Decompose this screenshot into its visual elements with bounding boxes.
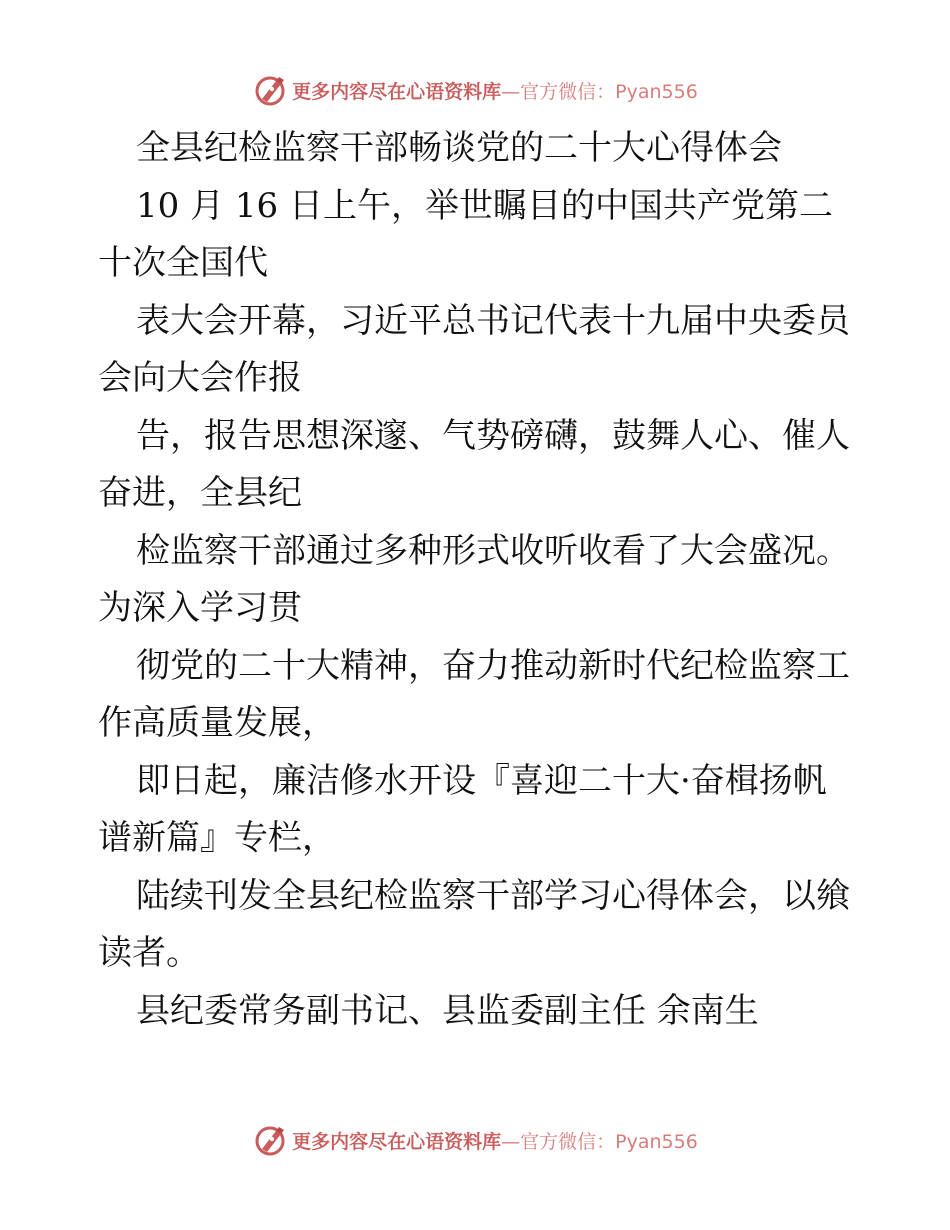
watermark-text (292, 1127, 698, 1154)
paragraph-line: 陆续刊发全县纪检监察干部学习心得体会，以飨 (136, 875, 850, 916)
author-line: 县纪委常务副书记、县监委副主任 余南生 (136, 990, 759, 1031)
document-body (98, 120, 858, 1040)
watermark-right-text: 官方微信：Pyan556 (520, 1130, 698, 1153)
watermark-left-text: 更多内容尽在心语资料库 (292, 80, 502, 103)
footer-watermark (0, 1120, 950, 1160)
paragraph-line: 奋进，全县纪 (98, 473, 302, 513)
paragraph-line: 作高质量发展， (98, 703, 336, 743)
watermark-left-text: 更多内容尽在心语资料库 (292, 1130, 502, 1153)
paragraph-line: 10 月 16 日上午，举世瞩目的中国共产党第二 (136, 185, 833, 226)
pen-nib-logo-icon (252, 1122, 288, 1158)
watermark-dash: — (501, 80, 521, 103)
paragraph-line: 告，报告思想深邃、气势磅礴，鼓舞人心、催人 (136, 415, 850, 456)
paragraph-line: 检监察干部通过多种形式收听收看了大会盛况。 (136, 530, 850, 571)
paragraph-line: 表大会开幕，习近平总书记代表十九届中央委员 (136, 300, 850, 341)
paragraph-line: 读者。 (98, 933, 200, 973)
paragraph-line: 为深入学习贯 (98, 588, 302, 628)
watermark-dash: — (501, 1130, 521, 1153)
watermark-text (292, 77, 698, 104)
paragraph-line: 即日起，廉洁修水开设『喜迎二十大·奋楫扬帆 (136, 760, 827, 801)
paragraph-line: 会向大会作报 (98, 358, 302, 398)
paragraph-line: 彻党的二十大精神，奋力推动新时代纪检监察工 (136, 645, 850, 686)
header-watermark (0, 70, 950, 110)
paragraph-line: 十次全国代 (98, 243, 268, 283)
document-title: 全县纪检监察干部畅谈党的二十大心得体会 (136, 128, 782, 168)
watermark-right-text: 官方微信：Pyan556 (520, 80, 698, 103)
pen-nib-logo-icon (252, 72, 288, 108)
paragraph-line: 谱新篇』专栏， (98, 818, 336, 858)
